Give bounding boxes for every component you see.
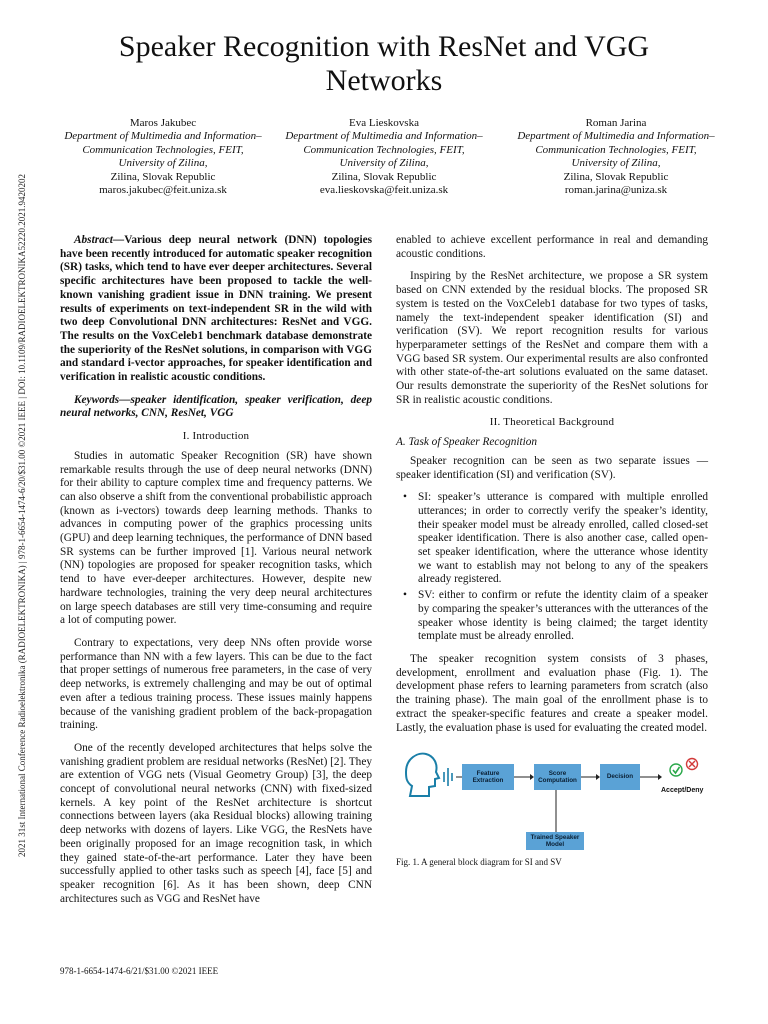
decision-box: Decision — [600, 764, 640, 790]
section-heading-background: II. Theoretical Background — [489, 416, 615, 429]
left-column — [60, 234, 372, 915]
author-univ: University of Zilina, — [339, 157, 429, 170]
abstract — [60, 234, 372, 385]
author-email[interactable]: roman.jarina@uniza.sk — [564, 184, 668, 197]
intro-paragraph-1: Studies in automatic Speaker Recognition (SR) have shown remarkable results through the use of deep neural networks (DNN) for their ability to capture complex time and frequency patterns. We can also observe a shift from the conventional probabilistic approach (known as i-vectors) towards deep learning methods. Thanks to advances in computing power of the graphics processing units (GPU) and deep learning techniques, the performance of DNN based SR systems can be further improved [1]. Various neural network (NN) topologies are proposed for speaker recognition tasks, which tend to have ever-deeper architectures. However, despite new hardware technologies, training the very deep neural architectures on large speech databases are still very time-consuming and require a lot of computing power. — [60, 449, 372, 627]
author-dept: Department of Multimedia and Information–Communication Technologies, FEIT, — [517, 130, 715, 156]
author-location: Zilina, Slovak Republic — [110, 170, 216, 183]
author-dept: Department of Multimedia and Information–Communication Technologies, FEIT, — [64, 130, 262, 156]
intro-paragraph-2: Contrary to expectations, very deep NNs often provide worse performance than NN with a few layers. This can be due to the fact that proper settings of numerous free parameters, in the case of very deep networks, is extremely challenging and may be out of optimal even after a tedious training process. These issues mainly happens because of the vanishing gradient problem of the back-propagation training. — [60, 636, 372, 732]
section-heading-intro: I. Introduction — [182, 430, 250, 443]
author-location: Zilina, Slovak Republic — [331, 170, 437, 183]
accept-check-icon — [670, 764, 682, 776]
accept-deny-label: Accept/Deny — [661, 787, 704, 795]
background-paragraph-2: The speaker recognition system consists of 3 phases, development, enrollment and evaluation phase (Fig. 1). The development phase refers to learning parameters from scratch (also the training phase). The main goal of the enrollment phase is to extract the speaker-specific features and create a speaker model. Lastly, the evaluation phase is used for evaluating the created model. — [396, 652, 708, 734]
list-item: • SI: speaker’s utterance is compared with multiple enrolled utterances; in order to correctly verify the speaker’s identity, their speaker model must be already enrolled, called closed-set speaker identification. There is also another case, called open-set speaker identification, where the utterance whose identity we want to establish may not belong to any of the speakers already registered. — [418, 491, 708, 587]
author-block-1 — [53, 117, 273, 197]
deny-cross-icon — [687, 759, 698, 770]
side-citation: 2021 31st International Conference Radioelektronika (RADIOELEKTRONIKA) | 978-1-6654-1474-6/20/$31.00 ©2021 IEEE | DOI: 10.1109/RADIOELEKTRONIKA52220.2021.9420202 — [17, 174, 27, 857]
author-email[interactable]: maros.jakubec@feit.uniza.sk — [99, 184, 227, 197]
intro-paragraph-3: One of the recently developed architectures that helps solve the vanishing gradient problem are residual networks (ResNet) [2]. They are extention of VGG nets (Visual Geometry Group) [3], the deep concept of convolutional neural networks (CNN) with fixed-sized kernels. A key point of the ResNet architecture is shortcut connections between layers (aka Residual blocks) allowing training deep networks with dozens of layers. Like VGG, the ResNets have been originally proposed for an image recognition task, in which they gained state-of-the-art performance. Later they have been successfully applied to other tasks such as speech [4], face [5] and speaker recognition [6]. As it has been shown, deep CNN architectures such as VGG and ResNet have — [60, 741, 372, 905]
intro-paragraph-4: Inspiring by the ResNet architecture, we propose a SR system based on CNN extended by the residual blocks. The proposed SR system is tested on the VoxCeleb1 database for two types of tasks, namely the text-independent speaker identification (SI) and verification (SV). We report recognition results for various hyperparameter settings of the ResNet and compare them with a VGG based SR system. Our experimental results are also confronted with other state-of-the-art solutions evaluated on the same dataset. Our results demonstrate the superiority of the ResNet solutions for SR in realistic acoustic conditions. — [396, 270, 708, 406]
block-diagram — [396, 744, 708, 850]
trained-speaker-model-box: Trained Speaker Model — [526, 832, 584, 850]
footer-copyright: 978-1-6654-1474-6/21/$31.00 ©2021 IEEE — [60, 966, 219, 976]
author-email[interactable]: eva.lieskovska@feit.uniza.sk — [319, 184, 449, 197]
right-column — [396, 234, 708, 870]
paper-title: Speaker Recognition with ResNet and VGG Networks — [118, 30, 650, 97]
author-univ: University of Zilina, — [571, 157, 661, 170]
feature-extraction-box: Feature Extraction — [462, 764, 514, 790]
author-name: Maros Jakubec — [129, 117, 197, 129]
figure-caption: Fig. 1. A general block diagram for SI and SV — [396, 857, 562, 868]
author-dept: Department of Multimedia and Information–Communication Technologies, FEIT, — [285, 130, 483, 156]
abstract-text: Various deep neural network (DNN) topologies have been recently introduced for automatic speaker recognition (SR) tasks, which tend to have ever deeper architectures. Several specific architectures have been proposed to tackle the well-known vanishing gradient issue in DNN training. We present results of experiments on text-independent SR in the wild with two deep Convolutional DNN architectures: ResNet and VGG. The results on the VoxCeleb1 benchmark database demonstrate the superiority of the ResNet solutions, in comparison with VGG and standard i-vector approaches, for speaker identification and verification in realistic acoustic conditions. — [60, 234, 372, 384]
author-block-3 — [506, 117, 726, 197]
score-computation-box: Score Computation — [534, 764, 581, 790]
keywords: Keywords—speaker identification, speaker verification, deep neural networks, CNN, ResNet, VGG — [60, 393, 372, 420]
intro-continuation: enabled to achieve excellent performance in real and demanding acoustic conditions. — [396, 234, 708, 260]
author-location: Zilina, Slovak Republic — [563, 170, 669, 183]
sound-wave-icon — [444, 768, 452, 786]
task-list — [396, 491, 708, 644]
abstract-label: Abstract— — [74, 234, 125, 246]
author-univ: University of Zilina, — [118, 157, 208, 170]
author-block-2 — [274, 117, 494, 197]
subsection-heading: A. Task of Speaker Recognition — [396, 436, 538, 449]
speaker-head-icon — [406, 754, 439, 796]
background-paragraph-1: Speaker recognition can be seen as two separate issues — speaker identification (SI) and verification (SV). — [396, 454, 708, 481]
author-name: Roman Jarina — [585, 117, 647, 129]
author-name: Eva Lieskovska — [349, 117, 419, 129]
list-item: • SV: either to confirm or refute the identity claim of a speaker by comparing the speaker’s utterances with the utterances of the speaker whose identity is being claimed; the target identity template must be already enrolled. — [418, 589, 708, 644]
